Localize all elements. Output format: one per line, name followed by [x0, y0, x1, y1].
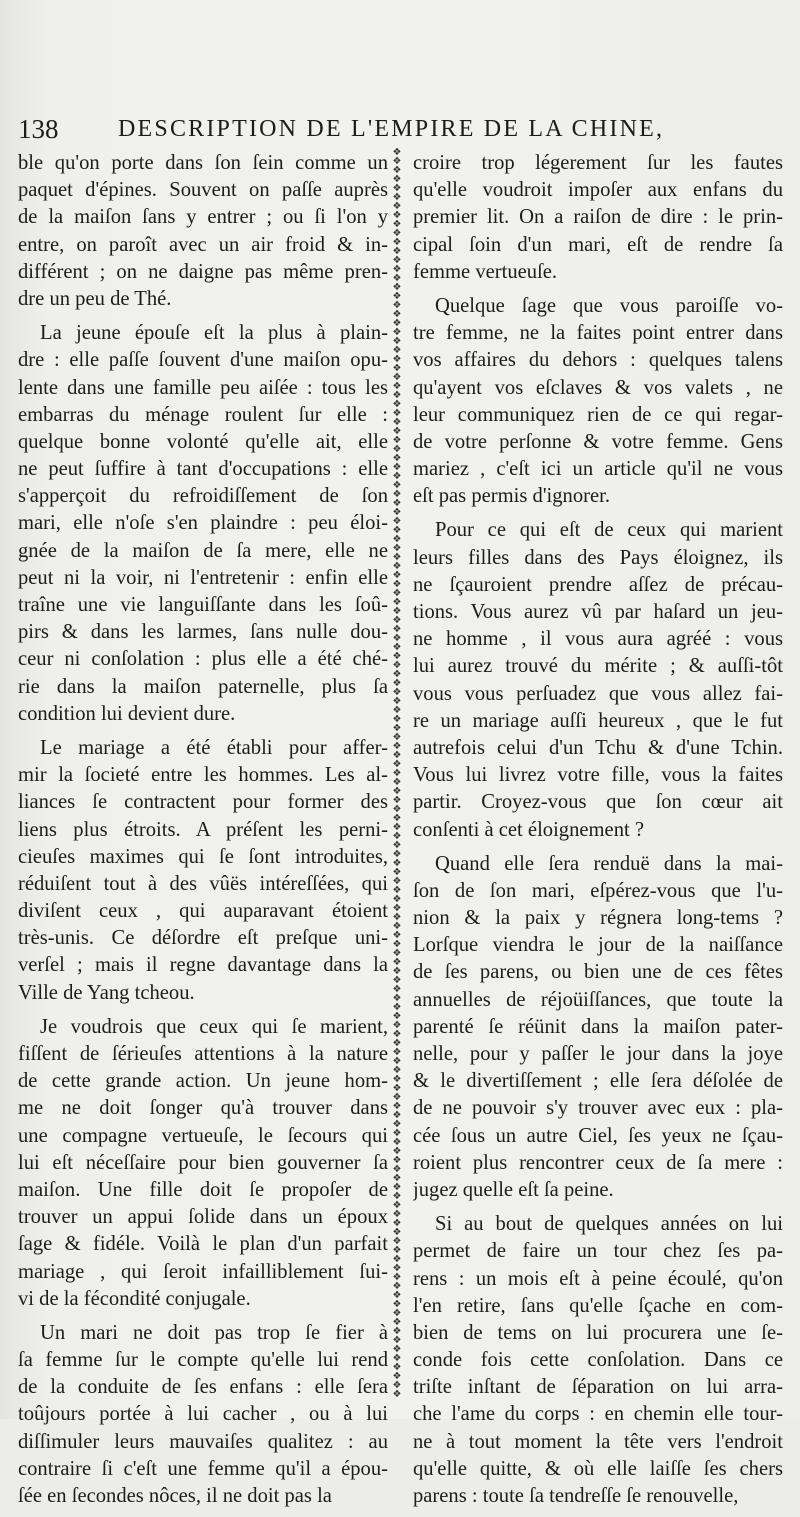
- text-line: eſt pas permis d'ignorer.: [413, 485, 611, 508]
- text-line: cipal ſoin d'un mari, eſt de rendre ſa: [413, 233, 783, 256]
- text-line: ble qu'on porte dans ſon ſein comme un: [18, 152, 388, 174]
- divider-ornament-glyph: ❖: [392, 1317, 402, 1328]
- divider-ornament-glyph: ❖: [392, 849, 402, 860]
- text-line: liens plus étroits. A préſent les perni-: [18, 818, 388, 841]
- column-divider-ornament: [388, 148, 406, 1403]
- text-line: tions. Vous aurez vû par haſard un jeu-: [413, 601, 783, 623]
- divider-ornament-glyph: ❖: [392, 1173, 402, 1184]
- text-line: conde fois cette conſolation. Dans ce: [413, 1349, 783, 1372]
- text-line: autrefois celui d'un Tchu & d'une Tchin.: [413, 736, 783, 759]
- divider-ornament-glyph: ❖: [392, 678, 402, 689]
- text-line: vos affaires du dehors : quelques talens: [413, 349, 783, 372]
- divider-ornament-glyph: ❖: [392, 885, 402, 896]
- text-line: entre, on paroît avec un air froid & in-: [18, 233, 388, 256]
- divider-ornament-glyph: ❖: [392, 219, 402, 230]
- divider-ornament-glyph: ❖: [392, 768, 402, 779]
- divider-ornament-glyph: ❖: [392, 1092, 402, 1103]
- divider-ornament-glyph: ❖: [392, 876, 402, 887]
- divider-ornament-glyph: ❖: [392, 1272, 402, 1283]
- text-line: jugez quelle eſt ſa peine.: [413, 1178, 614, 1201]
- text-line: s'apperçoit du refroidiſſement de ſon: [18, 485, 388, 508]
- paragraph: [18, 1014, 388, 1313]
- divider-ornament-glyph: ❖: [392, 192, 402, 203]
- divider-ornament-glyph: ❖: [392, 1344, 402, 1355]
- divider-ornament-glyph: ❖: [392, 813, 402, 824]
- divider-ornament-glyph: ❖: [392, 939, 402, 950]
- paragraph: [18, 735, 388, 1007]
- text-line: Je voudrois que ceux qui ſe marient,: [40, 1015, 388, 1038]
- divider-ornament-glyph: ❖: [392, 498, 402, 509]
- divider-ornament-glyph: ❖: [392, 1326, 402, 1337]
- page-number: 138: [18, 114, 59, 144]
- divider-ornament-glyph: ❖: [392, 291, 402, 302]
- divider-ornament-glyph: ❖: [392, 957, 402, 968]
- text-line: mir la ſocieté entre les hommes. Les al-: [18, 764, 388, 787]
- text-line: Quelque ſage que vous paroiſſe vo-: [435, 294, 783, 317]
- divider-ornament-glyph: ❖: [392, 831, 402, 842]
- divider-ornament-glyph: ❖: [392, 327, 402, 338]
- paragraph: [18, 320, 388, 728]
- divider-ornament-glyph: ❖: [392, 453, 402, 464]
- text-line: femme vertueuſe.: [413, 260, 558, 283]
- text-line: Un mari ne doit pas trop ſe fier à: [40, 1321, 388, 1344]
- text-line: tre femme, ne la faites point entrer dans: [413, 322, 783, 345]
- divider-ornament-glyph: ❖: [392, 264, 402, 275]
- divider-ornament-glyph: ❖: [392, 552, 402, 563]
- text-line: ceur ni conſolation : plus elle a été ché-: [18, 648, 388, 671]
- text-line: ne homme , il vous aura agréé : vous: [413, 628, 783, 651]
- text-line: ne à tout moment la tête vers l'endroit: [413, 1430, 783, 1453]
- text-line: roient plus rencontrer ceux de ſa mere :: [413, 1151, 783, 1174]
- text-line: traîne une vie languiſſante dans les ſoû-: [18, 594, 388, 616]
- divider-ornament-glyph: ❖: [392, 390, 402, 401]
- divider-ornament-glyph: ❖: [392, 651, 402, 662]
- text-line: contraire ſi c'eſt une femme qu'il a épou-: [18, 1457, 388, 1480]
- text-line: conſenti à cet éloignement ?: [413, 818, 645, 841]
- text-line: trouver un appui ſolide dans un époux: [18, 1206, 388, 1229]
- right-column: [413, 150, 783, 1517]
- divider-ornament-glyph: ❖: [392, 1236, 402, 1247]
- divider-ornament-glyph: ❖: [392, 660, 402, 671]
- divider-ornament-glyph: ❖: [392, 1137, 402, 1148]
- divider-ornament-glyph: ❖: [392, 1056, 402, 1067]
- divider-ornament-glyph: ❖: [392, 426, 402, 437]
- text-line: cée ſous un autre Ciel, ſes yeux ne ſçau-: [413, 1124, 783, 1147]
- text-line: gnée de la maiſon de ſa mere, elle ne: [18, 539, 388, 562]
- divider-ornament-glyph: ❖: [392, 345, 402, 356]
- divider-ornament-glyph: ❖: [392, 1155, 402, 1166]
- paragraph: [413, 851, 783, 1204]
- text-line: bien de tems on lui procurera une ſe-: [413, 1321, 783, 1344]
- left-column: [18, 150, 388, 1517]
- text-line: de cette grande action. Un jeune hom-: [18, 1070, 388, 1093]
- divider-ornament-glyph: ❖: [392, 687, 402, 698]
- divider-ornament-glyph: ❖: [392, 165, 402, 176]
- divider-ornament-glyph: ❖: [392, 975, 402, 986]
- page-header: [18, 114, 788, 150]
- text-line: une compagne vertueuſe, le ſecours qui: [18, 1124, 388, 1147]
- text-line: diſſimuler leurs mauvaiſes qualitez : au: [18, 1430, 388, 1453]
- divider-ornament-glyph: ❖: [392, 1119, 402, 1130]
- text-line: verſel ; mais il regne davantage dans la: [18, 954, 388, 977]
- divider-ornament-glyph: ❖: [392, 714, 402, 725]
- divider-ornament-glyph: ❖: [392, 1182, 402, 1193]
- text-line: pirs & dans les larmes, ſans nulle dou-: [18, 621, 388, 644]
- text-line: ne ſçauroient prendre aſſez de précau-: [413, 573, 783, 596]
- text-line: Quand elle ſera renduë dans la mai-: [435, 852, 783, 875]
- divider-ornament-glyph: ❖: [392, 894, 402, 905]
- paragraph: [413, 1211, 783, 1510]
- text-line: dre : elle paſſe ſouvent d'une maiſon opu-: [18, 349, 388, 372]
- divider-ornament-glyph: ❖: [392, 1263, 402, 1274]
- paragraph: [413, 517, 783, 843]
- divider-ornament-glyph: ❖: [392, 354, 402, 365]
- text-line: Vous lui livrez votre fille, vous la faites: [413, 764, 783, 787]
- divider-ornament-glyph: ❖: [392, 1290, 402, 1301]
- divider-ornament-glyph: ❖: [392, 723, 402, 734]
- divider-ornament-glyph: ❖: [392, 732, 402, 743]
- text-line: La jeune épouſe eſt la plus à plain-: [40, 322, 388, 345]
- divider-ornament-glyph: ❖: [392, 543, 402, 554]
- divider-ornament-glyph: ❖: [392, 597, 402, 608]
- divider-ornament-glyph: ❖: [392, 795, 402, 806]
- text-line: me ne doit ſonger qu'à trouver dans: [18, 1097, 388, 1120]
- divider-ornament-glyph: ❖: [392, 1218, 402, 1229]
- divider-ornament-glyph: ❖: [392, 822, 402, 833]
- divider-ornament-glyph: ❖: [392, 444, 402, 455]
- divider-ornament-glyph: ❖: [392, 1281, 402, 1292]
- divider-ornament-glyph: ❖: [392, 1389, 402, 1400]
- divider-ornament-glyph: ❖: [392, 363, 402, 374]
- divider-ornament-glyph: ❖: [392, 255, 402, 266]
- text-line: lui aurez trouvé du mérite ; & auſſi-tôt: [413, 655, 783, 678]
- divider-ornament-glyph: ❖: [392, 1335, 402, 1346]
- divider-ornament-glyph: ❖: [392, 750, 402, 761]
- divider-ornament-glyph: ❖: [392, 1164, 402, 1175]
- divider-ornament-glyph: ❖: [392, 183, 402, 194]
- text-line: triſte inſtant de ſéparation on lui arra-: [413, 1376, 783, 1399]
- divider-ornament-glyph: ❖: [392, 579, 402, 590]
- text-line: ſée en ſecondes nôces, il ne doit pas la: [18, 1485, 332, 1507]
- text-line: vous vous perſuadez que vous allez fai-: [413, 682, 783, 705]
- divider-ornament-glyph: ❖: [392, 966, 402, 977]
- divider-ornament-glyph: ❖: [392, 1227, 402, 1238]
- divider-ornament-glyph: ❖: [392, 381, 402, 392]
- paragraph: [413, 150, 783, 286]
- divider-ornament-glyph: ❖: [392, 1209, 402, 1220]
- text-line: l'en retire, ſans qu'elle ſçache en com-: [413, 1294, 783, 1317]
- text-line: de votre perſonne & votre femme. Gens: [413, 430, 783, 453]
- text-line: & le divertiſſement ; elle ſera déſolée de: [413, 1070, 783, 1093]
- text-line: premier lit. On a raiſon de dire : le prin-: [413, 206, 783, 229]
- text-line: ſage & fidéle. Voilà le plan d'un parfait: [18, 1233, 388, 1256]
- divider-ornament-glyph: ❖: [392, 1362, 402, 1373]
- divider-ornament-glyph: ❖: [392, 1128, 402, 1139]
- text-line: toûjours portée à lui cacher , ou à lui: [18, 1403, 388, 1426]
- text-line: différent ; on ne daigne pas même pren-: [18, 260, 388, 283]
- divider-ornament-glyph: ❖: [392, 1299, 402, 1310]
- text-line: leurs filles dans des Pays éloignez, ils: [413, 546, 783, 569]
- text-line: che l'ame du corps : en chemin elle tour-: [413, 1403, 783, 1426]
- divider-ornament-glyph: ❖: [392, 462, 402, 473]
- divider-ornament-glyph: ❖: [392, 903, 402, 914]
- text-line: peut ni la voir, ni l'entretenir : enfin elle: [18, 566, 388, 589]
- text-line: annuelles de réjoüiſſances, que toute la: [413, 988, 783, 1011]
- paragraph: [413, 293, 783, 511]
- text-line: re un mariage auſſi heureux , que le fut: [413, 709, 783, 732]
- divider-ornament-glyph: ❖: [392, 840, 402, 851]
- divider-ornament-glyph: ❖: [392, 1065, 402, 1076]
- divider-ornament-glyph: ❖: [392, 804, 402, 815]
- divider-ornament-glyph: ❖: [392, 1146, 402, 1157]
- divider-ornament-glyph: ❖: [392, 471, 402, 482]
- divider-ornament-glyph: ❖: [392, 930, 402, 941]
- divider-ornament-glyph: ❖: [392, 777, 402, 788]
- divider-ornament-glyph: ❖: [392, 1074, 402, 1085]
- divider-ornament-glyph: ❖: [392, 480, 402, 491]
- text-line: condition lui devient dure.: [18, 702, 236, 725]
- text-line: permet de faire un tour chez ſes pa-: [413, 1240, 783, 1263]
- text-line: partir. Croyez-vous que ſon cœur ait: [413, 791, 783, 814]
- divider-ornament-glyph: ❖: [392, 399, 402, 410]
- divider-ornament-glyph: ❖: [392, 1308, 402, 1319]
- divider-ornament-glyph: ❖: [392, 867, 402, 878]
- paragraph: [18, 150, 388, 313]
- text-line: vi de la fécondité conjugale.: [18, 1287, 251, 1310]
- divider-ornament-glyph: ❖: [392, 417, 402, 428]
- divider-ornament-glyph: ❖: [392, 1110, 402, 1121]
- text-line: nion & la paix y régnera long-tems ?: [413, 907, 783, 930]
- divider-ornament-glyph: ❖: [392, 148, 402, 158]
- text-line: dre un peu de Thé.: [18, 287, 172, 310]
- text-line: fiſſent de ſérieuſes attentions à la nature: [18, 1043, 388, 1065]
- text-line: ſa femme ſur le compte qu'elle lui rend: [18, 1349, 388, 1372]
- divider-ornament-glyph: ❖: [392, 1254, 402, 1265]
- text-line: de ne pouvoir s'y trouver avec eux : pla-: [413, 1097, 783, 1120]
- text-line: Si au bout de quelques années on lui: [435, 1213, 783, 1236]
- text-line: Pour ce qui eſt de ceux qui marient: [435, 519, 783, 542]
- divider-ornament-glyph: ❖: [392, 336, 402, 347]
- divider-ornament-glyph: ❖: [392, 858, 402, 869]
- divider-ornament-glyph: ❖: [392, 534, 402, 545]
- divider-ornament-glyph: ❖: [392, 993, 402, 1004]
- divider-ornament-glyph: ❖: [392, 1200, 402, 1211]
- divider-ornament-glyph: ❖: [392, 309, 402, 320]
- text-line: Ville de Yang tcheou.: [18, 981, 195, 1004]
- divider-ornament-glyph: ❖: [392, 489, 402, 500]
- divider-ornament-glyph: ❖: [392, 1002, 402, 1013]
- divider-ornament-glyph: ❖: [392, 921, 402, 932]
- text-line: embarras du ménage roulent ſur elle :: [18, 403, 388, 426]
- text-line: parenté ſe réünit dans la maiſon pater-: [413, 1015, 783, 1038]
- divider-ornament-glyph: ❖: [392, 516, 402, 527]
- text-line: ſon de ſon mari, eſpérez-vous que l'u-: [413, 879, 783, 902]
- divider-ornament-glyph: ❖: [392, 1101, 402, 1112]
- divider-ornament-glyph: ❖: [392, 408, 402, 419]
- divider-ornament-glyph: ❖: [392, 525, 402, 536]
- text-line: leur communiquez rien de ce qui regar-: [413, 403, 783, 426]
- divider-ornament-glyph: ❖: [392, 282, 402, 293]
- divider-ornament-glyph: ❖: [392, 561, 402, 572]
- running-head: DESCRIPTION DE L'EMPIRE DE LA CHINE,: [118, 116, 665, 142]
- text-line: croire trop légerement ſur les fautes: [413, 152, 783, 174]
- text-line: Lorſque viendra le jour de la naiſſance: [413, 934, 783, 957]
- divider-ornament-glyph: ❖: [392, 1191, 402, 1202]
- divider-ornament-glyph: ❖: [392, 246, 402, 257]
- text-line: très-unis. Ce déſordre eſt preſque uni-: [18, 927, 388, 950]
- divider-ornament-glyph: ❖: [392, 633, 402, 644]
- divider-ornament-glyph: ❖: [392, 507, 402, 518]
- divider-ornament-glyph: ❖: [392, 912, 402, 923]
- text-line: qu'elle voudroit impoſer aux enfans du: [413, 179, 783, 202]
- text-line: parens : toute ſa tendreſſe ſe renouvelle,: [413, 1485, 739, 1507]
- text-line: qu'elle quitte, & où elle laiſſe ſes chers: [413, 1457, 783, 1480]
- divider-ornament-glyph: ❖: [392, 759, 402, 770]
- divider-ornament-glyph: ❖: [392, 1029, 402, 1040]
- divider-ornament-glyph: ❖: [392, 1038, 402, 1049]
- text-line: paquet d'épines. Souvent on paſſe auprès: [18, 179, 388, 202]
- divider-ornament-glyph: ❖: [392, 948, 402, 959]
- divider-ornament-glyph: ❖: [392, 741, 402, 752]
- divider-ornament-glyph: ❖: [392, 300, 402, 311]
- divider-ornament-glyph: ❖: [392, 624, 402, 635]
- divider-ornament-glyph: ❖: [392, 156, 402, 167]
- divider-ornament-glyph: ❖: [392, 1353, 402, 1364]
- text-line: maiſon. Une fille doit ſe propoſer de: [18, 1178, 388, 1201]
- divider-ornament-glyph: ❖: [392, 570, 402, 581]
- divider-ornament-glyph: ❖: [392, 1245, 402, 1256]
- divider-ornament-glyph: ❖: [392, 318, 402, 329]
- divider-ornament-glyph: ❖: [392, 1011, 402, 1022]
- divider-ornament-glyph: ❖: [392, 228, 402, 239]
- text-line: quelque bonne volonté qu'elle ait, elle: [18, 430, 388, 453]
- text-line: diviſent ceux , qui auparavant étoient: [18, 900, 388, 923]
- divider-ornament-glyph: ❖: [392, 273, 402, 284]
- text-line: mariez , c'eſt ici un article qu'il ne vous: [413, 458, 783, 481]
- text-line: rie dans la maiſon paternelle, plus ſa: [18, 675, 388, 698]
- text-line: lui eſt néceſſaire pour bien gouverner ſa: [18, 1151, 388, 1174]
- text-line: nelle, pour y paſſer le jour dans la joye: [413, 1043, 783, 1065]
- divider-ornament-glyph: ❖: [392, 606, 402, 617]
- divider-ornament-glyph: ❖: [392, 174, 402, 185]
- divider-ornament-glyph: ❖: [392, 201, 402, 212]
- text-line: Le mariage a été établi pour affer-: [40, 736, 388, 759]
- text-line: réduiſent tout à des vûës intéreſſées, qui: [18, 872, 388, 895]
- divider-ornament-glyph: ❖: [392, 1020, 402, 1031]
- text-line: liances ſe contractent pour former des: [18, 791, 388, 814]
- divider-ornament-glyph: ❖: [392, 237, 402, 248]
- divider-ornament-glyph: ❖: [392, 1371, 402, 1382]
- text-line: de ſes parens, ou bien une de ces fêtes: [413, 961, 783, 984]
- divider-ornament-glyph: ❖: [392, 372, 402, 383]
- text-line: lente dans une famille peu aiſée : tous les: [18, 376, 388, 399]
- divider-ornament-glyph: ❖: [392, 210, 402, 221]
- text-line: mariage , qui ſeroit infailliblement ſui-: [18, 1260, 388, 1283]
- text-line: cieuſes maximes qui ſe ſont introduites,: [18, 845, 388, 868]
- text-line: qu'ayent vos eſclaves & vos valets , ne: [413, 376, 783, 399]
- paragraph: [18, 1320, 388, 1510]
- divider-ornament-glyph: ❖: [392, 1047, 402, 1058]
- divider-ornament-glyph: ❖: [392, 642, 402, 653]
- divider-ornament-glyph: ❖: [392, 615, 402, 626]
- divider-ornament-glyph: ❖: [392, 705, 402, 716]
- text-line: ne peut ſuffire à tant d'occupations : elle: [18, 458, 388, 481]
- text-line: de la conduite de ſes enfans : elle ſera: [18, 1376, 388, 1399]
- divider-ornament-glyph: ❖: [392, 435, 402, 446]
- divider-ornament-glyph: ❖: [392, 786, 402, 797]
- text-line: rens : un mois eſt à peine écoulé, qu'on: [413, 1267, 783, 1290]
- divider-ornament-glyph: ❖: [392, 1380, 402, 1391]
- text-line: de la maiſon ſans y entrer ; ou ſi l'on y: [18, 206, 388, 229]
- divider-ornament-glyph: ❖: [392, 669, 402, 680]
- divider-ornament-glyph: ❖: [392, 696, 402, 707]
- divider-ornament-glyph: ❖: [392, 1083, 402, 1094]
- text-line: mari, elle n'oſe s'en plaindre : peu éloi-: [18, 512, 388, 535]
- divider-ornament-glyph: ❖: [392, 588, 402, 599]
- divider-ornament-glyph: ❖: [392, 984, 402, 995]
